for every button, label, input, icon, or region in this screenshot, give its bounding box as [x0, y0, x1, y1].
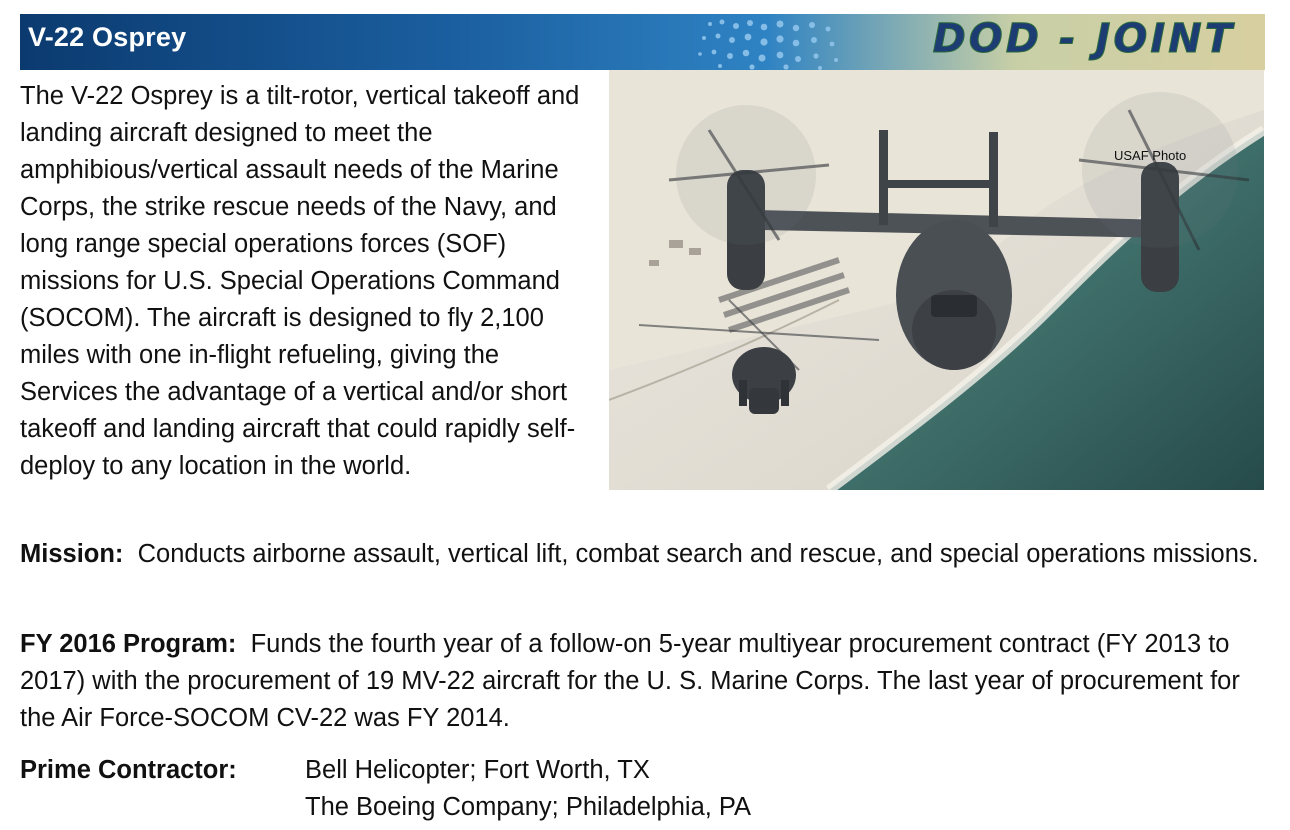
program-text: Funds the fourth year of a follow-on 5-year multiyear procurement contract (FY 2013 to 2017) with the procurement of 19 MV-22 aircraft for the U. S. Marine Corps. The last year of procurement for the Air Force-SOCOM CV-22 was FY 2014.	[20, 630, 1240, 732]
prime-contractor-block	[20, 752, 752, 821]
program-label: FY 2016 Program:	[20, 630, 237, 658]
page-title: V-22 Osprey	[28, 22, 187, 52]
mission-paragraph	[20, 536, 1270, 573]
mission-text: Conducts airborne assault, vertical lift, combat search and rescue, and special operations missions.	[137, 540, 1259, 568]
mission-label: Mission:	[20, 540, 124, 568]
dot-pattern-decoration	[690, 14, 860, 70]
osprey-illustration	[609, 70, 1264, 490]
intro-paragraph: The V-22 Osprey is a tilt-rotor, vertical takeoff and landing aircraft designed to meet the amphibious/vertical assault needs of the Marine Corps, the strike rescue needs of the Navy, and long range special operations forces (SOF) missions for U.S. Special Operations Command (SOCOM). The aircraft is designed to fly 2,100 miles with one in-flight refueling, giving the Services the advantage of a vertical and/or short takeoff and landing aircraft that could rapidly self-deploy to any location in the world.	[20, 82, 580, 480]
contractor-line-2: The Boeing Company; Philadelphia, PA	[305, 793, 752, 821]
contractor-label: Prime Contractor:	[20, 756, 237, 784]
photo-credit: USAF Photo	[1114, 148, 1187, 163]
dod-joint-badge: DOD - JOINT	[932, 16, 1235, 62]
contractor-line-1: Bell Helicopter; Fort Worth, TX	[305, 756, 650, 784]
header-banner	[20, 14, 1265, 70]
program-paragraph	[20, 626, 1270, 737]
aircraft-photo	[609, 70, 1264, 490]
